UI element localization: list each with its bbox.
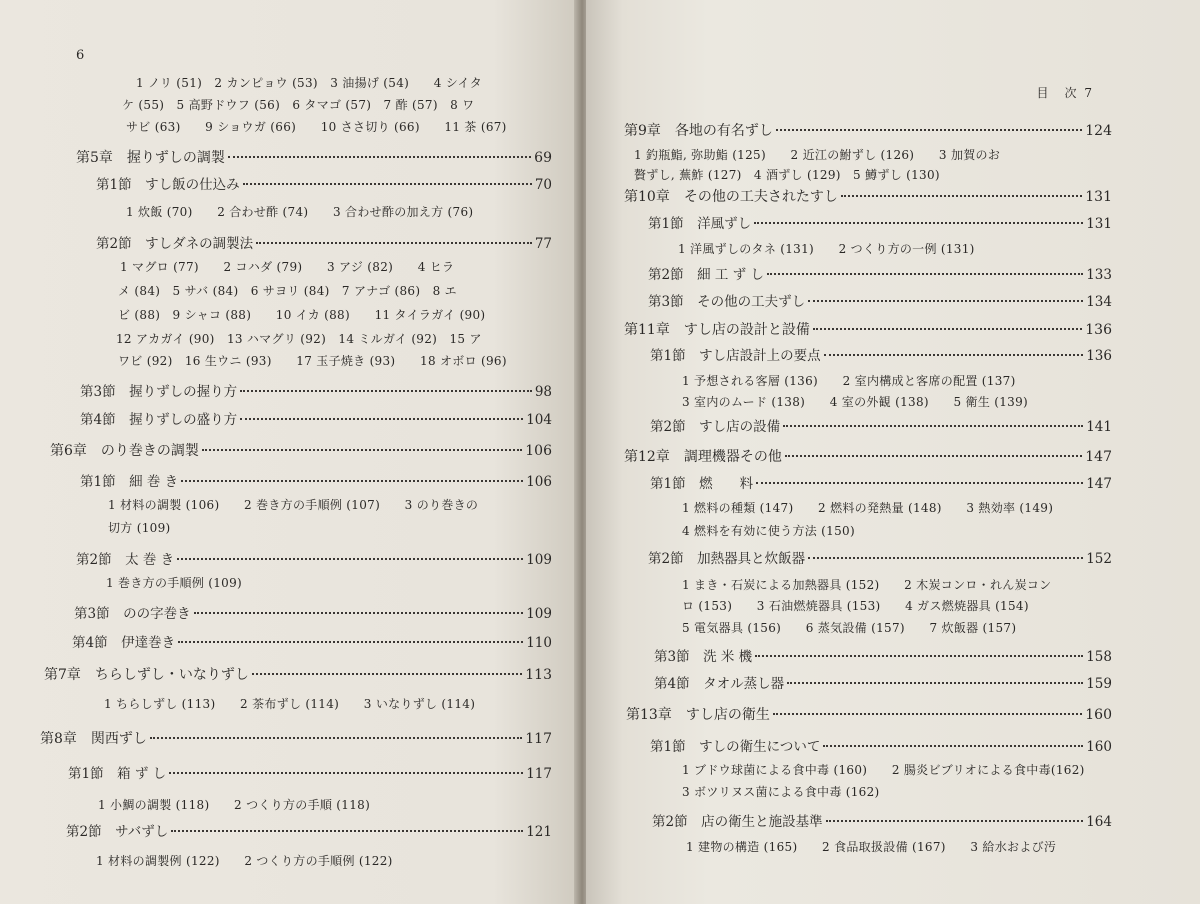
toc-page-number: 159 — [1086, 676, 1112, 692]
toc-section — [80, 380, 552, 400]
leader-dots — [755, 655, 1083, 657]
toc-page-number: 152 — [1086, 551, 1112, 567]
toc-title: 第4節 伊達巻き — [72, 635, 176, 651]
toc-title: 第1節 すし飯の仕込み — [96, 177, 240, 193]
toc-subentry: 1 材料の調製 (106) 2 巻き方の手順例 (107) 3 のり巻きの — [108, 498, 479, 512]
leader-dots — [808, 300, 1083, 302]
leader-dots — [756, 482, 1083, 484]
toc-section — [650, 735, 1112, 755]
toc-subentry: ロ (153) 3 石油燃焼器具 (153) 4 ガス燃焼器具 (154) — [682, 599, 1029, 613]
leader-dots — [240, 390, 532, 392]
toc-chapter — [44, 664, 552, 684]
toc-title: 第1節 すしの衛生について — [650, 739, 821, 755]
toc-title: 第10章 その他の工夫されたすし — [624, 189, 838, 205]
toc-title: 第2節 すし店の設備 — [650, 419, 781, 435]
toc-subentry: 12 アカガイ (90) 13 ハマグリ (92) 14 ミルガイ (92) 15 ア — [116, 332, 482, 346]
toc-section — [648, 212, 1112, 232]
intro-line: ケ (55) 5 高野ドウフ (56) 6 タマゴ (57) 7 酢 (57) 8 ワ — [122, 98, 475, 112]
toc-subentry: 1 建物の構造 (165) 2 食品取扱設備 (167) 3 給水および汚 — [686, 840, 1057, 854]
toc-chapter — [624, 186, 1112, 206]
leader-dots — [243, 183, 532, 185]
toc-title: 第8章 関西ずし — [40, 731, 147, 747]
toc-section — [650, 472, 1112, 492]
leader-dots — [228, 156, 531, 158]
toc-subentry: 贅ずし, 蕪鮓 (127) 4 酒ずし (129) 5 鱒ずし (130) — [634, 168, 940, 182]
toc-title: 第2節 店の衛生と施設基準 — [652, 814, 823, 830]
toc-page-number: 104 — [526, 412, 552, 428]
toc-title: 第2節 太 巻 き — [76, 552, 175, 568]
toc-section — [80, 408, 552, 428]
toc-page-number: 106 — [526, 474, 552, 490]
running-head: 目 次 7 — [1036, 86, 1094, 100]
intro-line: 1 ノリ (51) 2 カンピョウ (53) 3 油揚げ (54) 4 シイタ — [136, 76, 483, 90]
intro-line: サビ (63) 9 ショウガ (66) 10 ささ切り (66) 11 茶 (67) — [126, 120, 507, 134]
toc-title: 第1節 箱 ず し — [68, 766, 167, 782]
toc-section — [652, 810, 1112, 830]
toc-section — [650, 344, 1112, 364]
toc-page-number: 131 — [1086, 216, 1112, 232]
toc-page-number: 117 — [526, 766, 552, 782]
leader-dots — [776, 129, 1082, 131]
toc-subentry: 1 ブドウ球菌による食中毒 (160) 2 腸炎ビブリオによる食中毒(162) — [682, 763, 1085, 777]
toc-section — [74, 602, 552, 622]
toc-subentry: 1 釣瓶鮨, 弥助鮨 (125) 2 近江の鮒ずし (126) 3 加賀のお — [634, 148, 1001, 162]
toc-title: 第1節 細 巻 き — [80, 474, 179, 490]
toc-section — [654, 645, 1112, 665]
toc-subentry: 1 洋風ずしのタネ (131) 2 つくり方の一例 (131) — [678, 242, 975, 256]
toc-page-number: 98 — [534, 384, 552, 400]
leader-dots — [813, 328, 1082, 330]
toc-page-number: 164 — [1086, 814, 1112, 830]
toc-title: 第2節 細 工 ず し — [648, 267, 764, 283]
toc-title: 第12章 調理機器その他 — [624, 449, 782, 465]
toc-section — [650, 415, 1112, 435]
toc-section — [66, 820, 552, 840]
toc-title: 第6章 のり巻きの調製 — [50, 443, 199, 459]
toc-title: 第5章 握りずしの調製 — [76, 150, 225, 166]
toc-chapter — [624, 319, 1112, 339]
toc-section — [72, 631, 552, 651]
toc-section — [654, 672, 1112, 692]
toc-title: 第3節 握りずしの握り方 — [80, 384, 238, 400]
toc-subentry: 1 燃料の種類 (147) 2 燃料の発熱量 (148) 3 熱効率 (149) — [682, 501, 1054, 515]
toc-subentry: 5 電気器具 (156) 6 蒸気設備 (157) 7 炊飯器 (157) — [682, 621, 1017, 635]
toc-subentry: 1 小鯛の調製 (118) 2 つくり方の手順 (118) — [98, 798, 371, 812]
leader-dots — [783, 425, 1083, 427]
leader-dots — [252, 673, 522, 675]
toc-section — [648, 547, 1112, 567]
toc-title: 第2節 加熱器具と炊飯器 — [648, 551, 806, 567]
leader-dots — [824, 354, 1084, 356]
toc-subentry: 1 まき・石炭による加熱器具 (152) 2 木炭コンロ・れん炭コン — [682, 578, 1052, 592]
toc-section — [80, 470, 552, 490]
toc-chapter — [76, 147, 552, 167]
toc-subentry: メ (84) 5 サバ (84) 6 サヨリ (84) 7 アナゴ (86) 8 エ — [118, 284, 457, 298]
toc-page-number: 69 — [534, 150, 552, 166]
toc-subentry: 1 予想される客層 (136) 2 室内構成と客席の配置 (137) — [682, 374, 1016, 388]
toc-page-number: 160 — [1086, 739, 1112, 755]
toc-chapter — [624, 120, 1112, 140]
leader-dots — [826, 820, 1084, 822]
leader-dots — [171, 830, 523, 832]
left-toc — [0, 0, 580, 904]
toc-page-number: 124 — [1085, 123, 1112, 139]
leader-dots — [787, 682, 1083, 684]
toc-subentry: 1 ちらしずし (113) 2 茶布ずし (114) 3 いなりずし (114) — [104, 697, 476, 711]
toc-title: 第3節 洗 米 機 — [654, 649, 753, 665]
toc-title: 第4節 握りずしの盛り方 — [80, 412, 238, 428]
toc-title: 第1節 すし店設計上の要点 — [650, 348, 821, 364]
toc-page-number: 141 — [1086, 419, 1112, 435]
leader-dots — [178, 641, 523, 643]
toc-page-number: 136 — [1086, 348, 1112, 364]
toc-subentry: 4 燃料を有効に使う方法 (150) — [682, 524, 855, 538]
toc-title: 第1節 燃 料 — [650, 476, 754, 492]
toc-title: 第3節 のの字巻き — [74, 606, 191, 622]
toc-subentry: 3 ボツリヌス菌による食中毒 (162) — [682, 785, 880, 799]
toc-title: 第2節 サバずし — [66, 824, 169, 840]
toc-chapter — [626, 704, 1112, 724]
leader-dots — [169, 772, 523, 774]
right-page — [586, 0, 1200, 904]
toc-subentry: ワビ (92) 16 生ウニ (93) 17 玉子焼き (93) 18 オボロ (96) — [118, 354, 507, 368]
toc-subentry: 1 巻き方の手順例 (109) — [106, 576, 243, 590]
leader-dots — [256, 242, 532, 244]
leader-dots — [194, 612, 524, 614]
toc-page-number: 70 — [534, 177, 552, 193]
toc-page-number: 110 — [526, 635, 552, 651]
toc-page-number: 147 — [1085, 449, 1112, 465]
leader-dots — [785, 455, 1082, 457]
toc-page-number: 160 — [1085, 707, 1112, 723]
toc-chapter — [40, 728, 552, 748]
toc-page-number: 133 — [1086, 267, 1112, 283]
toc-title: 第1節 洋風ずし — [648, 216, 752, 232]
leader-dots — [767, 273, 1083, 275]
leader-dots — [773, 713, 1082, 715]
leader-dots — [823, 745, 1083, 747]
toc-page-number: 121 — [526, 824, 552, 840]
leader-dots — [240, 418, 523, 420]
toc-subentry: 切方 (109) — [108, 521, 171, 535]
toc-subentry: 1 炊飯 (70) 2 合わせ酢 (74) 3 合わせ酢の加え方 (76) — [126, 205, 474, 219]
toc-page-number: 113 — [525, 667, 552, 683]
toc-page-number: 117 — [525, 731, 552, 747]
toc-title: 第3節 その他の工夫ずし — [648, 294, 806, 310]
toc-title: 第9章 各地の有名ずし — [624, 123, 773, 139]
toc-section — [68, 762, 552, 782]
toc-subentry: 1 材料の調製例 (122) 2 つくり方の手順例 (122) — [96, 854, 393, 868]
toc-section — [96, 232, 552, 252]
toc-section — [648, 290, 1112, 310]
leader-dots — [181, 480, 523, 482]
toc-title: 第2節 すしダネの調製法 — [96, 236, 254, 252]
toc-page-number: 134 — [1086, 294, 1112, 310]
toc-subentry: ビ (88) 9 シャコ (88) 10 イカ (88) 11 タイラガイ (90) — [118, 308, 486, 322]
left-page — [0, 0, 580, 904]
right-toc — [586, 0, 1200, 904]
toc-subentry: 3 室内のムード (138) 4 室の外観 (138) 5 衛生 (139) — [682, 395, 1028, 409]
toc-page-number: 77 — [534, 236, 552, 252]
leader-dots — [808, 557, 1083, 559]
toc-subentry: 1 マグロ (77) 2 コハダ (79) 3 アジ (82) 4 ヒラ — [120, 260, 455, 274]
leader-dots — [754, 222, 1083, 224]
leader-dots — [150, 737, 522, 739]
toc-title: 第13章 すし店の衛生 — [626, 707, 770, 723]
page-number: 6 — [76, 48, 85, 63]
toc-section — [76, 548, 552, 568]
toc-page-number: 136 — [1085, 322, 1112, 338]
toc-title: 第7章 ちらしずし・いなりずし — [44, 667, 249, 683]
toc-section — [96, 173, 552, 193]
toc-chapter — [624, 446, 1112, 466]
toc-page-number: 158 — [1086, 649, 1112, 665]
leader-dots — [202, 449, 522, 451]
toc-title: 第11章 すし店の設計と設備 — [624, 322, 810, 338]
toc-page-number: 131 — [1085, 189, 1112, 205]
toc-section — [648, 263, 1112, 283]
toc-page-number: 147 — [1086, 476, 1112, 492]
toc-page-number: 106 — [525, 443, 552, 459]
toc-page-number: 109 — [526, 552, 552, 568]
toc-title: 第4節 タオル蒸し器 — [654, 676, 785, 692]
leader-dots — [177, 558, 523, 560]
leader-dots — [841, 195, 1082, 197]
toc-page-number: 109 — [526, 606, 552, 622]
toc-chapter — [50, 440, 552, 460]
